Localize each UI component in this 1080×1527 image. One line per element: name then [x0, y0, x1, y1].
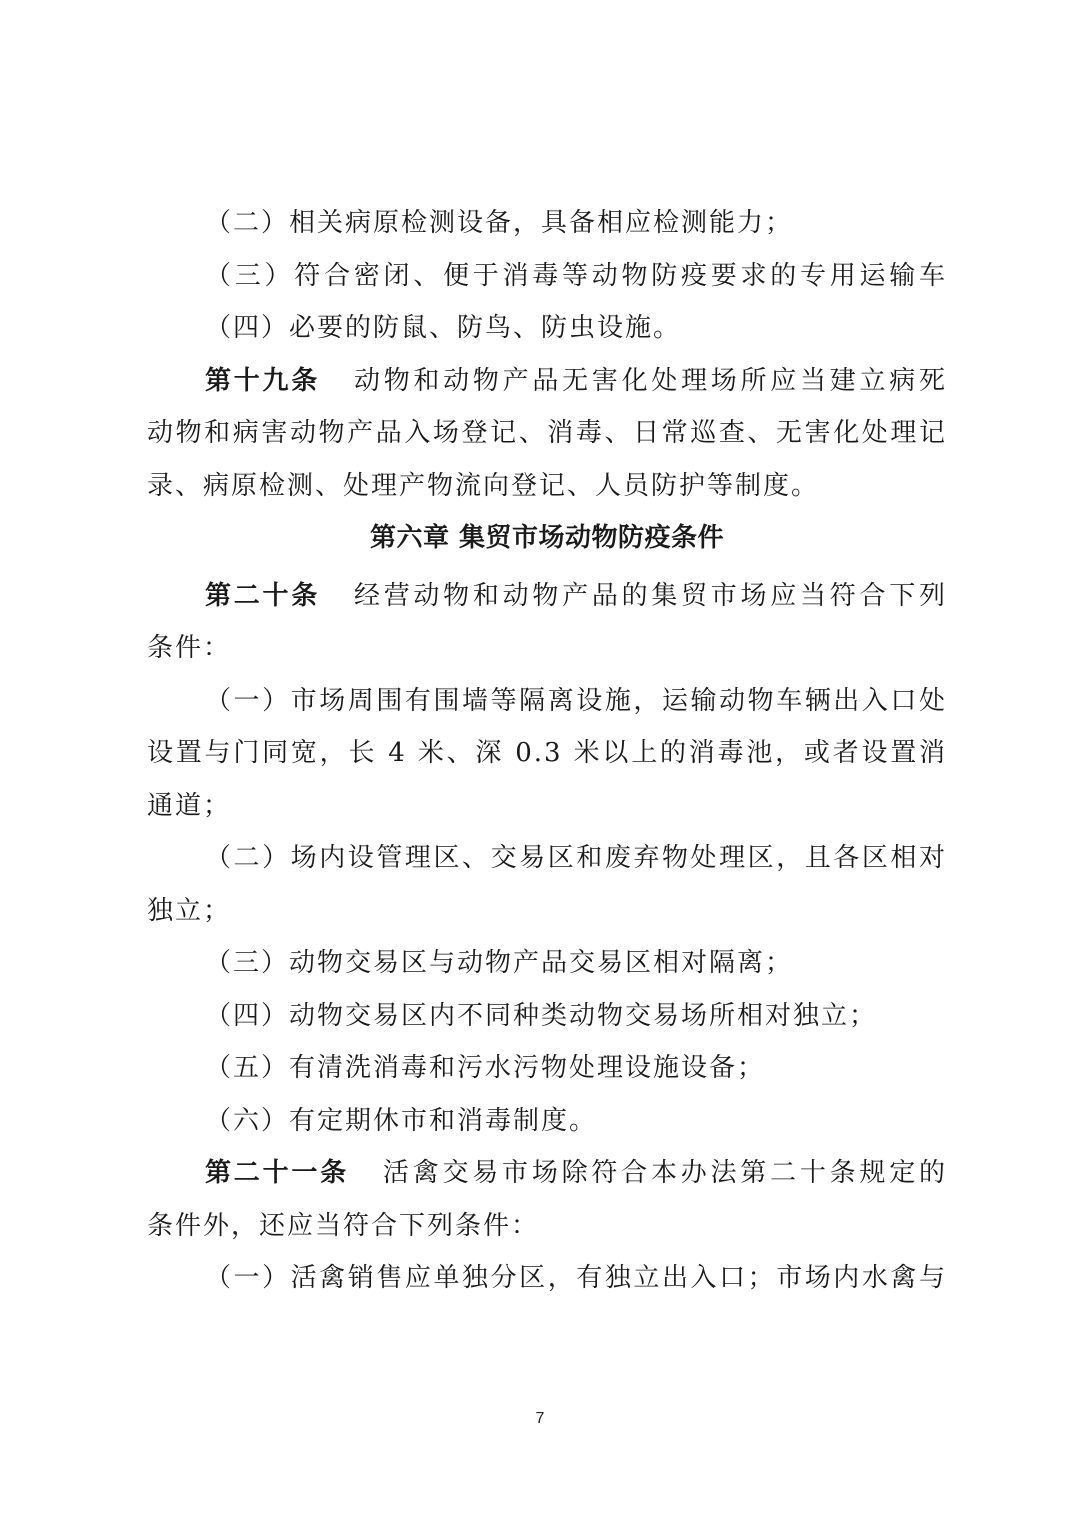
paragraph-line: （四）动物交易区内不同种类动物交易场所相对独立；	[205, 1000, 878, 1031]
paragraph-line: （一）活禽销售应单独分区，有独立出入口；市场内水禽与	[205, 1263, 947, 1293]
article-21-line	[147, 1147, 947, 1200]
article-19-line	[147, 355, 947, 408]
paragraph-line: （六）有定期休市和消毒制度。	[205, 1105, 598, 1136]
article-21-title: 第二十一条	[205, 1158, 349, 1188]
document-body	[147, 197, 947, 1305]
paragraph-line: （五）有清洗消毒和污水污物处理设施设备；	[205, 1053, 766, 1083]
paragraph-line: 设置与门同宽，长 4 米、深 0.3 米以上的消毒池，或者设置消	[147, 738, 947, 768]
paragraph-line: （二）相关病原检测设备，具备相应检测能力；	[205, 208, 794, 238]
article-19-title: 第十九条	[205, 365, 320, 396]
paragraph-line: 通道；	[147, 790, 232, 821]
page-number: 7	[535, 1410, 545, 1427]
article-19-text: 动物和动物产品无害化处理场所应当建立病死	[353, 365, 947, 396]
paragraph-line: （三）动物交易区与动物产品交易区相对隔离；	[205, 948, 794, 978]
article-20-line	[147, 570, 947, 623]
article-20-text: 经营动物和动物产品的集贸市场应当符合下列	[353, 580, 947, 611]
paragraph-line: 条件：	[147, 633, 232, 663]
paragraph-line: （四）必要的防鼠、防鸟、防虫设施。	[205, 313, 682, 343]
article-20-title: 第二十条	[205, 580, 320, 611]
chapter-heading: 第六章 集贸市场动物防疫条件	[369, 523, 725, 553]
paragraph-line: 独立；	[147, 895, 232, 926]
paragraph-line: 动物和病害动物产品入场登记、消毒、日常巡查、无害化处理记	[147, 418, 947, 448]
paragraph-line: 条件外，还应当符合下列条件：	[147, 1210, 540, 1241]
paragraph-line: （一）市场周围有围墙等隔离设施，运输动物车辆出入口处	[205, 685, 947, 716]
paragraph-line: （三）符合密闭、便于消毒等动物防疫要求的专用运输车	[205, 260, 947, 291]
paragraph-line: 录、病原检测、处理产物流向登记、人员防护等制度。	[147, 470, 820, 501]
article-21-text: 活禽交易市场除符合本办法第二十条规定的	[382, 1158, 947, 1188]
paragraph-line: （二）场内设管理区、交易区和废弃物处理区，且各区相对	[205, 843, 947, 873]
